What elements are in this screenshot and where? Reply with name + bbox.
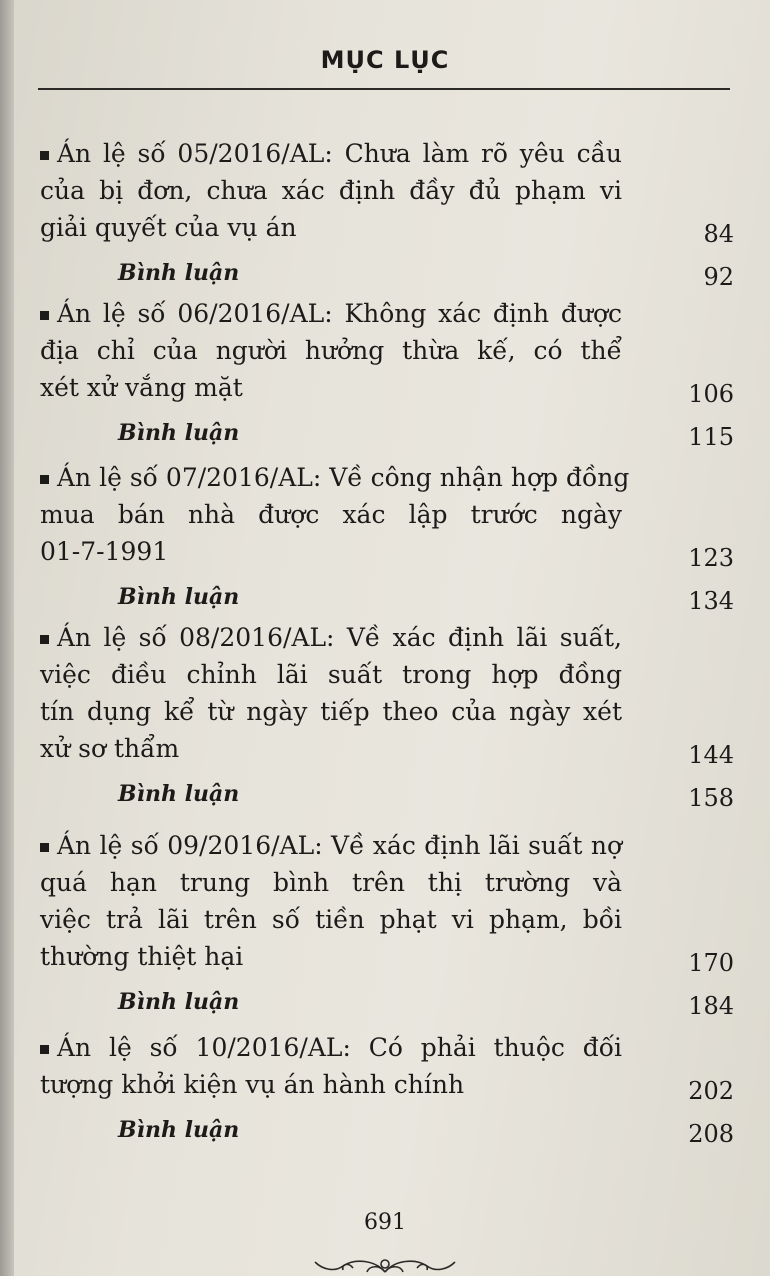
comment-page: 158 [688,784,734,812]
toc-entry-page: 106 [688,380,734,408]
toc-entry-text: địa chỉ của người hưởng thừa kế, có thể [40,336,622,365]
toc-entry-text: tín dụng kể từ ngày tiếp theo của ngày xét [40,697,622,726]
toc-entry-page: 170 [688,949,734,977]
comment-label: Bình luận [118,420,240,446]
toc-entry-line [40,828,622,864]
comment-label: Bình luận [118,989,240,1015]
bullet-icon [40,635,49,644]
toc-entry-page: 84 [703,220,734,248]
toc-entry-text: thường thiệt hại [40,942,244,971]
toc-entry-text: Án lệ số 07/2016/AL: Về công nhận hợp đồng [57,463,630,492]
comment-page: 115 [688,423,734,451]
toc-entry-line [40,136,622,172]
toc-entry-line [40,620,622,656]
toc-entry-line [40,173,622,209]
toc-entry-line [40,694,622,730]
toc-entry-text: 01-7-1991 [40,537,169,566]
comment-label: Bình luận [118,781,240,807]
comment-page: 208 [688,1120,734,1148]
toc-entry-line [40,370,640,406]
toc-entry-line [40,296,622,332]
comment-label: Bình luận [118,1117,240,1143]
toc-entry-line [40,534,640,570]
toc-entry-text: Án lệ số 10/2016/AL: Có phải thuộc đối [57,1033,622,1062]
comment-page: 184 [688,992,734,1020]
bullet-icon [40,843,49,852]
toc-entry-line [40,731,640,767]
comment-label: Bình luận [118,260,240,286]
toc-entry-text: xử sơ thẩm [40,734,180,763]
toc-entry-line [40,1067,640,1103]
toc-entry-line [40,333,622,369]
toc-entry-line [40,210,640,246]
comment-label: Bình luận [118,584,240,610]
toc-entry-page: 144 [688,741,734,769]
comment-page: 92 [703,263,734,291]
toc-entry-text: việc điều chỉnh lãi suất trong hợp đồng [40,660,622,689]
toc-entry-text: xét xử vắng mặt [40,373,243,402]
toc-entry-page: 202 [688,1077,734,1105]
toc-entry-text: quá hạn trung bình trên thị trường và [40,868,622,897]
page-number: 691 [364,1210,406,1235]
toc-entry-text: Án lệ số 09/2016/AL: Về xác định lãi suất nợ [57,831,622,860]
bullet-icon [40,151,49,160]
bullet-icon [40,311,49,320]
toc-entry-line [40,657,622,693]
toc-entry-text: việc trả lãi trên số tiền phạt vi phạm, bồi [40,905,622,934]
ornament-icon [305,1242,465,1276]
page-title: MỤC LỤC [320,46,450,74]
toc-entry-text: tượng khởi kiện vụ án hành chính [40,1070,465,1099]
toc-entry-text: của bị đơn, chưa xác định đầy đủ phạm vi [40,176,622,205]
bullet-icon [40,475,49,484]
toc-entry-line [40,460,630,496]
toc-entry-text: giải quyết của vụ án [40,213,297,242]
toc-entry-line [40,902,622,938]
toc-entry-page: 123 [688,544,734,572]
toc-entry-line [40,939,640,975]
comment-page: 134 [688,587,734,615]
toc-entry-line [40,1030,622,1066]
bullet-icon [40,1045,49,1054]
toc-entry-text: Án lệ số 08/2016/AL: Về xác định lãi suất, [57,623,622,652]
toc-entry-text: Án lệ số 06/2016/AL: Không xác định được [57,299,622,328]
toc-entry-line [40,497,622,533]
toc-entry-text: mua bán nhà được xác lập trước ngày [40,500,622,529]
toc-entry-line [40,865,622,901]
toc-entry-text: Án lệ số 05/2016/AL: Chưa làm rõ yêu cầu [57,139,622,168]
